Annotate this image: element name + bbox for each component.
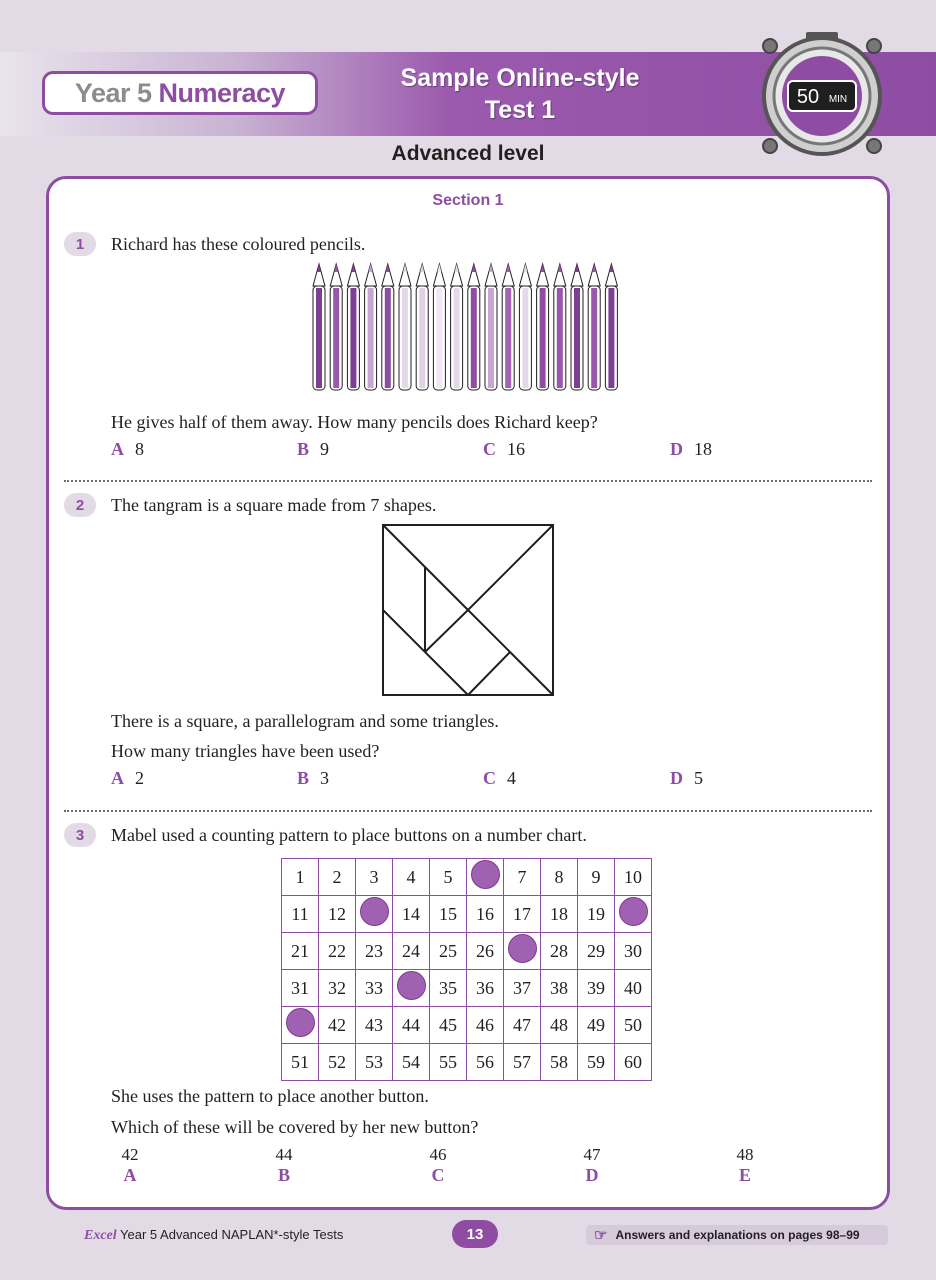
chart-cell: 33 <box>356 970 393 1007</box>
chart-cell: 18 <box>541 896 578 933</box>
chart-cell: 22 <box>319 933 356 970</box>
chart-cell: 47 <box>504 1007 541 1044</box>
chart-cell: 35 <box>430 970 467 1007</box>
question-prompt: How many triangles have been used? <box>111 741 380 761</box>
option-letter: A <box>123 1165 137 1185</box>
option-c[interactable] <box>418 1145 458 1186</box>
option-letter: B <box>277 1165 290 1185</box>
question-text: The tangram is a square made from 7 shapes. <box>111 495 437 515</box>
button-covered-cell <box>393 970 430 1007</box>
chart-cell: 42 <box>319 1007 356 1044</box>
question-number: 2 <box>64 493 96 517</box>
footer-book-title <box>84 1227 343 1244</box>
question-number: 3 <box>64 823 96 847</box>
option-letter: E <box>738 1165 751 1185</box>
chart-cell: 44 <box>393 1007 430 1044</box>
chart-cell: 14 <box>393 896 430 933</box>
question-divider <box>64 810 872 812</box>
option-value: 4 <box>507 768 516 788</box>
chart-cell: 17 <box>504 896 541 933</box>
pencil <box>588 264 600 390</box>
option-c[interactable] <box>483 438 525 460</box>
option-d[interactable] <box>670 438 712 460</box>
pencil <box>468 264 480 390</box>
test-title-line1: Sample Online-style <box>400 64 640 92</box>
question-divider <box>64 480 872 482</box>
test-title-line2: Test 1 <box>484 96 556 124</box>
chart-cell: 58 <box>541 1044 578 1081</box>
option-value: 3 <box>320 768 330 788</box>
chart-cell: 55 <box>430 1044 467 1081</box>
pencil <box>330 264 342 390</box>
pointing-hand-icon: ☞ <box>594 1227 608 1244</box>
option-letter: A <box>111 768 124 788</box>
year-subject-label <box>42 71 318 115</box>
chart-cell: 43 <box>356 1007 393 1044</box>
option-value: 48 <box>736 1145 754 1164</box>
chart-cell: 24 <box>393 933 430 970</box>
button-covered-cell <box>356 896 393 933</box>
footer-brand: Excel <box>84 1228 117 1243</box>
chart-cell: 28 <box>541 933 578 970</box>
button-counter <box>360 897 389 926</box>
chart-cell: 52 <box>319 1044 356 1081</box>
chart-cell: 51 <box>282 1044 319 1081</box>
pencil <box>502 264 514 390</box>
chart-cell: 31 <box>282 970 319 1007</box>
option-letter: C <box>483 439 496 459</box>
question-info: There is a square, a parallelogram and some triangles. <box>111 711 499 731</box>
chart-cell: 15 <box>430 896 467 933</box>
chart-cell: 11 <box>282 896 319 933</box>
chart-cell: 2 <box>319 859 356 896</box>
question-info: She uses the pattern to place another button. <box>111 1086 429 1106</box>
chart-cell: 39 <box>578 970 615 1007</box>
chart-cell: 38 <box>541 970 578 1007</box>
option-e[interactable] <box>725 1145 765 1186</box>
option-value: 9 <box>320 439 330 459</box>
chart-row <box>282 1044 652 1081</box>
chart-row <box>282 1007 652 1044</box>
option-value: 5 <box>694 768 703 788</box>
question-text: Mabel used a counting pattern to place buttons on a number chart. <box>111 825 587 845</box>
number-chart <box>281 858 652 1081</box>
level-heading: Advanced level <box>391 142 545 165</box>
pencil <box>365 264 377 390</box>
chart-cell: 4 <box>393 859 430 896</box>
chart-row <box>282 970 652 1007</box>
option-letter: A <box>111 439 124 459</box>
tangram-diagram <box>381 523 555 697</box>
option-letter: D <box>670 439 683 459</box>
chart-cell: 12 <box>319 896 356 933</box>
chart-cell: 9 <box>578 859 615 896</box>
pencil <box>485 264 497 390</box>
test-title <box>330 62 710 126</box>
chart-cell: 29 <box>578 933 615 970</box>
chart-cell: 5 <box>430 859 467 896</box>
option-b[interactable] <box>297 767 329 789</box>
option-value: 18 <box>694 439 712 459</box>
timer-value: 50 <box>796 86 820 108</box>
question-text: Richard has these coloured pencils. <box>111 234 366 254</box>
chart-row <box>282 896 652 933</box>
option-letter: C <box>431 1165 445 1185</box>
chart-cell: 60 <box>615 1044 652 1081</box>
option-c[interactable] <box>483 767 516 789</box>
button-counter <box>471 860 500 889</box>
pencil <box>554 264 566 390</box>
year-label: Year 5 <box>74 77 152 108</box>
pencil <box>433 264 445 390</box>
chart-cell: 59 <box>578 1044 615 1081</box>
pencil <box>571 264 583 390</box>
pencils-illustration <box>310 262 626 398</box>
option-d[interactable] <box>572 1145 612 1186</box>
answers-reference <box>586 1225 888 1245</box>
chart-cell: 45 <box>430 1007 467 1044</box>
chart-cell: 3 <box>356 859 393 896</box>
question-prompt: He gives half of them away. How many pencils does Richard keep? <box>111 412 598 432</box>
option-letter: B <box>297 439 310 459</box>
pencil <box>313 264 325 390</box>
button-covered-cell <box>615 896 652 933</box>
pencil <box>605 264 617 390</box>
option-value: 8 <box>135 439 144 459</box>
option-letter: D <box>670 768 683 788</box>
pencil <box>399 264 411 390</box>
subject-label: Numeracy <box>158 77 286 108</box>
option-a[interactable] <box>111 438 144 460</box>
pencil <box>537 264 549 390</box>
pencil <box>519 264 531 390</box>
option-b[interactable] <box>297 438 329 460</box>
chart-cell: 23 <box>356 933 393 970</box>
option-value: 16 <box>507 439 525 459</box>
option-value: 2 <box>135 768 144 788</box>
pencil <box>451 264 463 390</box>
chart-cell: 37 <box>504 970 541 1007</box>
chart-cell: 50 <box>615 1007 652 1044</box>
timer-unit: MIN <box>828 94 848 105</box>
chart-cell: 26 <box>467 933 504 970</box>
option-value: 47 <box>583 1145 601 1164</box>
chart-cell: 53 <box>356 1044 393 1081</box>
chart-cell: 19 <box>578 896 615 933</box>
chart-cell: 48 <box>541 1007 578 1044</box>
chart-cell: 56 <box>467 1044 504 1081</box>
option-value: 44 <box>275 1145 293 1164</box>
chart-cell: 1 <box>282 859 319 896</box>
button-counter <box>619 897 648 926</box>
option-value: 46 <box>429 1145 447 1164</box>
option-a[interactable] <box>110 1145 150 1186</box>
button-covered-cell <box>467 859 504 896</box>
option-value: 42 <box>121 1145 139 1164</box>
section-heading: Section 1 <box>432 192 504 209</box>
chart-cell: 10 <box>615 859 652 896</box>
chart-cell: 21 <box>282 933 319 970</box>
chart-cell: 25 <box>430 933 467 970</box>
chart-cell: 40 <box>615 970 652 1007</box>
button-counter <box>508 934 537 963</box>
option-b[interactable] <box>264 1145 304 1186</box>
answers-reference-text: Answers and explanations on pages 98–99 <box>615 1228 860 1242</box>
option-letter: C <box>483 768 496 788</box>
chart-row <box>282 933 652 970</box>
button-counter <box>286 1008 315 1037</box>
chart-cell: 16 <box>467 896 504 933</box>
chart-cell: 36 <box>467 970 504 1007</box>
button-counter <box>397 971 426 1000</box>
option-letter: D <box>585 1165 599 1185</box>
question-number: 1 <box>64 232 96 256</box>
button-covered-cell <box>282 1007 319 1044</box>
option-a[interactable] <box>111 767 144 789</box>
pencil <box>347 264 359 390</box>
chart-cell: 46 <box>467 1007 504 1044</box>
chart-cell: 8 <box>541 859 578 896</box>
chart-cell: 32 <box>319 970 356 1007</box>
chart-cell: 30 <box>615 933 652 970</box>
chart-cell: 57 <box>504 1044 541 1081</box>
chart-cell: 7 <box>504 859 541 896</box>
button-covered-cell <box>504 933 541 970</box>
page-number: 13 <box>452 1220 498 1248</box>
chart-cell: 54 <box>393 1044 430 1081</box>
question-prompt: Which of these will be covered by her new button? <box>111 1117 479 1137</box>
chart-row <box>282 859 652 896</box>
pencil <box>382 264 394 390</box>
footer-book: Year 5 Advanced NAPLAN*-style Tests <box>120 1227 344 1242</box>
pencil <box>416 264 428 390</box>
option-d[interactable] <box>670 767 703 789</box>
chart-cell: 49 <box>578 1007 615 1044</box>
option-letter: B <box>297 768 310 788</box>
